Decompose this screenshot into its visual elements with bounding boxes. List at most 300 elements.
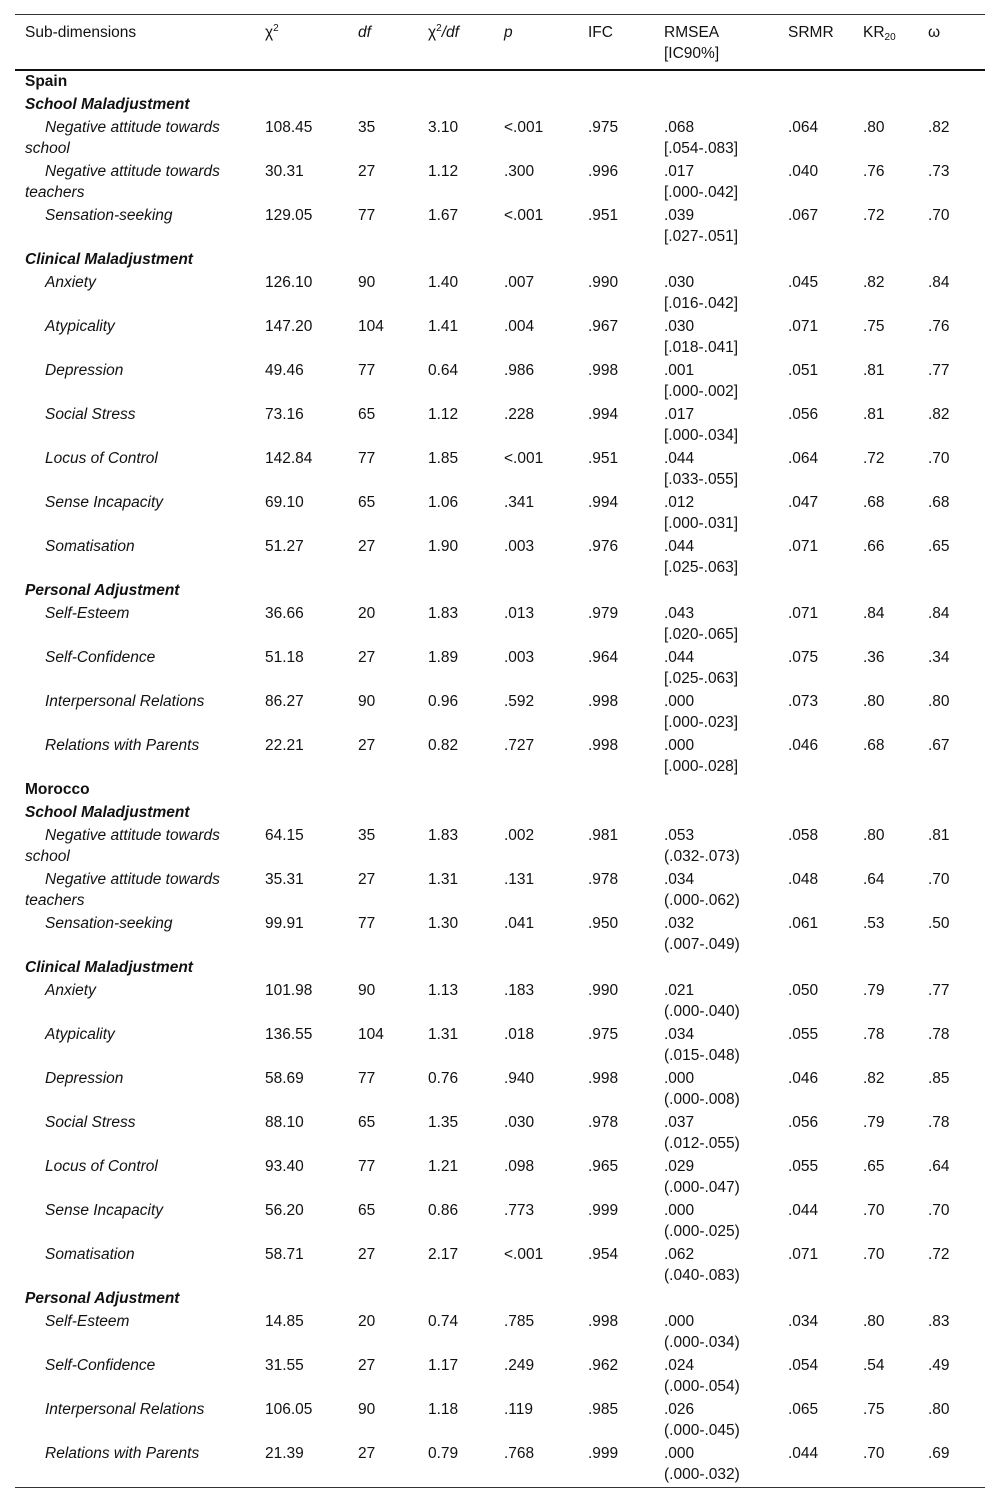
table-row	[15, 1200, 985, 1244]
ifc-cell: .951	[588, 449, 619, 467]
kr20-cell: .70	[863, 1201, 885, 1219]
kr20-cell: .68	[863, 493, 885, 511]
df-cell: 90	[358, 692, 376, 710]
rmsea-ci: [.000-.002]	[664, 382, 739, 400]
table-row	[15, 869, 985, 913]
rmsea-ci: (.000-.045)	[664, 1421, 740, 1439]
ifc-cell: .998	[588, 1069, 619, 1087]
rmsea-cell	[664, 448, 788, 492]
ratio-cell: 1.83	[428, 604, 459, 622]
table-row	[15, 913, 985, 957]
rmsea-cell	[664, 735, 788, 779]
ifc-cell: .996	[588, 162, 619, 180]
header-chi2-sup: 2	[273, 23, 279, 34]
kr20-cell: .36	[863, 648, 885, 666]
p-cell: <.001	[504, 118, 544, 136]
p-cell: .018	[504, 1025, 535, 1043]
rmsea-value: .029	[664, 1157, 695, 1175]
rmsea-cell	[664, 603, 788, 647]
table-row	[15, 316, 985, 360]
df-cell: 77	[358, 206, 376, 224]
p-cell: .228	[504, 405, 535, 423]
chi2-cell: 58.71	[265, 1245, 304, 1263]
rmsea-ci: (.007-.049)	[664, 935, 740, 953]
rmsea-ci: [.033-.055]	[664, 470, 739, 488]
rmsea-ci: (.040-.083)	[664, 1266, 740, 1284]
sub-dimension-name: Interpersonal Relations	[45, 1400, 205, 1418]
p-cell: .131	[504, 870, 535, 888]
rmsea-ci: [.027-.051]	[664, 227, 739, 245]
sub-dimension-name: Social Stress	[45, 405, 136, 423]
p-cell: .768	[504, 1443, 588, 1488]
chi2-cell: 35.31	[265, 870, 304, 888]
rmsea-ci: (.032-.073)	[664, 847, 740, 865]
rmsea-cell	[664, 913, 788, 957]
kr20-cell: .64	[863, 870, 885, 888]
omega-cell: .68	[928, 493, 950, 511]
rmsea-cell	[664, 1200, 788, 1244]
df-cell: 27	[358, 1443, 428, 1488]
rmsea-cell	[664, 492, 788, 536]
ifc-cell: .999	[588, 1201, 619, 1219]
ifc-cell: .954	[588, 1245, 619, 1263]
df-cell: 27	[358, 648, 376, 666]
rmsea-ci: (.000-.025)	[664, 1222, 740, 1240]
rmsea-cell	[664, 1355, 788, 1399]
table-header	[15, 15, 985, 70]
table-row	[15, 1024, 985, 1068]
df-cell: 90	[358, 981, 376, 999]
df-cell: 20	[358, 604, 376, 622]
ratio-cell: 1.21	[428, 1157, 459, 1175]
group-row	[15, 802, 985, 825]
df-cell: 20	[358, 1312, 376, 1330]
sub-dimension-name: Relations with Parents	[15, 1443, 265, 1488]
header-omega: ω	[928, 24, 941, 41]
rmsea-ci: [.054-.083]	[664, 139, 739, 157]
df-cell: 27	[358, 162, 376, 180]
rmsea-value: .037	[664, 1113, 695, 1131]
kr20-cell: .75	[863, 1400, 885, 1418]
header-df	[358, 15, 428, 70]
rmsea-cell	[664, 1399, 788, 1443]
table-row	[15, 1244, 985, 1288]
rmsea-ci: (.015-.048)	[664, 1046, 740, 1064]
chi2-cell: 21.39	[265, 1443, 358, 1488]
rmsea-ci: [.016-.042]	[664, 294, 739, 312]
omega-cell: .64	[928, 1157, 950, 1175]
omega-cell: .49	[928, 1356, 950, 1374]
p-cell: .183	[504, 981, 535, 999]
srmr-cell: .067	[788, 206, 819, 224]
ratio-cell: 1.67	[428, 206, 459, 224]
table-row	[15, 492, 985, 536]
rmsea-ci: [.000-.034]	[664, 426, 739, 444]
ifc-cell: .979	[588, 604, 619, 622]
kr20-cell: .82	[863, 273, 885, 291]
srmr-cell: .056	[788, 1113, 819, 1131]
rmsea-ci: (.000-.054)	[664, 1377, 740, 1395]
p-cell: <.001	[504, 1245, 544, 1263]
sub-dimension-name: Sense Incapacity	[45, 493, 164, 511]
group-label: School Maladjustment	[25, 95, 190, 113]
header-kr-label: KR	[863, 24, 885, 41]
ratio-cell: 2.17	[428, 1245, 459, 1263]
omega-cell: .78	[928, 1025, 950, 1043]
ratio-cell: 1.06	[428, 493, 459, 511]
rmsea-value: .001	[664, 361, 695, 379]
rmsea-ci: [.025-.063]	[664, 558, 739, 576]
ifc-cell: .998	[588, 692, 619, 710]
sub-dimension-name: Interpersonal Relations	[45, 692, 205, 710]
sub-dimension-name: Depression	[45, 361, 124, 379]
srmr-cell: .040	[788, 162, 819, 180]
rmsea-cell	[664, 1112, 788, 1156]
sub-dimension-name: Self-Esteem	[45, 604, 130, 622]
kr20-cell: .65	[863, 1157, 885, 1175]
sub-dimension-name: Atypicality	[45, 317, 115, 335]
group-row	[15, 957, 985, 980]
table-row	[15, 272, 985, 316]
sub-dimension-name: Sensation-seeking	[45, 206, 173, 224]
omega-cell: .77	[928, 981, 950, 999]
table-row	[15, 603, 985, 647]
rmsea-ci: [.000-.023]	[664, 713, 739, 731]
chi2-cell: 73.16	[265, 405, 304, 423]
rmsea-ci: (.012-.055)	[664, 1134, 740, 1152]
ratio-cell: 1.83	[428, 826, 459, 844]
df-cell: 27	[358, 870, 376, 888]
chi2-cell: 56.20	[265, 1201, 304, 1219]
rmsea-value: .000	[664, 736, 695, 754]
p-cell: .119	[504, 1400, 534, 1418]
p-cell: .041	[504, 914, 535, 932]
omega-cell: .72	[928, 1245, 950, 1263]
group-label: School Maladjustment	[25, 803, 190, 821]
srmr-cell: .048	[788, 870, 819, 888]
kr20-cell: .54	[863, 1356, 885, 1374]
rmsea-value: .034	[664, 870, 695, 888]
rmsea-cell	[664, 205, 788, 249]
kr20-cell: .82	[863, 1069, 885, 1087]
srmr-cell: .073	[788, 692, 819, 710]
table-row	[15, 1443, 985, 1488]
ifc-cell: .978	[588, 870, 619, 888]
ratio-cell: 0.79	[428, 1443, 504, 1488]
chi2-cell: 36.66	[265, 604, 304, 622]
srmr-cell: .044	[788, 1201, 819, 1219]
header-chi2df-symbol: χ	[428, 24, 437, 41]
table-row	[15, 360, 985, 404]
omega-cell: .34	[928, 648, 950, 666]
p-cell: .300	[504, 162, 535, 180]
srmr-cell: .071	[788, 537, 819, 555]
omega-cell: .50	[928, 914, 950, 932]
omega-cell: .83	[928, 1312, 950, 1330]
omega-cell: .70	[928, 206, 950, 224]
p-cell: .004	[504, 317, 535, 335]
kr20-cell: .79	[863, 1113, 885, 1131]
srmr-cell: .064	[788, 449, 819, 467]
omega-cell: .78	[928, 1113, 950, 1131]
table-row	[15, 825, 985, 869]
sub-dimension-name: Relations with Parents	[45, 736, 200, 754]
rmsea-cell	[664, 1311, 788, 1355]
rmsea-cell	[664, 1024, 788, 1068]
sub-dimension-name: Somatisation	[45, 537, 135, 555]
header-p	[504, 15, 588, 70]
omega-cell: .70	[928, 870, 950, 888]
df-cell: 65	[358, 1113, 376, 1131]
rmsea-value: .026	[664, 1400, 695, 1418]
p-cell: .986	[504, 361, 535, 379]
rmsea-value: .030	[664, 317, 695, 335]
ratio-cell: 1.13	[428, 981, 459, 999]
omega-cell: .70	[928, 1201, 950, 1219]
omega-cell: .73	[928, 162, 950, 180]
table-row	[15, 117, 985, 161]
p-cell: .030	[504, 1113, 535, 1131]
kr20-cell: .81	[863, 405, 885, 423]
ratio-cell: 1.12	[428, 162, 459, 180]
ratio-cell: 1.30	[428, 914, 459, 932]
rmsea-value: .000	[664, 1201, 695, 1219]
table-row	[15, 647, 985, 691]
p-cell: .249	[504, 1356, 535, 1374]
omega-cell: .80	[928, 1400, 950, 1418]
ifc-cell: .994	[588, 493, 619, 511]
table-row	[15, 1355, 985, 1399]
ifc-cell: .975	[588, 1025, 619, 1043]
omega-cell: .85	[928, 1069, 950, 1087]
ratio-cell: 1.40	[428, 273, 459, 291]
omega-cell: .67	[928, 736, 950, 754]
rmsea-value: .024	[664, 1356, 695, 1374]
table-row	[15, 1399, 985, 1443]
df-cell: 90	[358, 273, 376, 291]
ratio-cell: 0.64	[428, 361, 459, 379]
group-label: Personal Adjustment	[25, 1289, 180, 1307]
kr20-cell: .80	[863, 118, 885, 136]
p-cell: .773	[504, 1201, 535, 1219]
table-row	[15, 691, 985, 735]
header-rmsea-label: RMSEA	[664, 24, 720, 41]
srmr-cell: .056	[788, 405, 819, 423]
srmr-cell: .071	[788, 317, 819, 335]
country-label: Morocco	[25, 780, 90, 798]
df-cell: 35	[358, 118, 376, 136]
rmsea-cell	[664, 647, 788, 691]
sub-dimension-name: Sensation-seeking	[45, 914, 173, 932]
df-cell: 104	[358, 317, 384, 335]
ratio-cell: 1.31	[428, 1025, 459, 1043]
rmsea-cell	[664, 1068, 788, 1112]
chi2-cell: 51.18	[265, 648, 304, 666]
rmsea-ci: [.000-.028]	[664, 757, 739, 775]
header-df-label: df	[358, 24, 371, 41]
chi2-cell: 51.27	[265, 537, 304, 555]
p-cell: <.001	[504, 206, 544, 224]
ifc-cell: .967	[588, 317, 619, 335]
rmsea-ci: [.000-.042]	[664, 183, 739, 201]
srmr-cell: .047	[788, 493, 819, 511]
rmsea-ci: [.025-.063]	[664, 669, 739, 687]
p-cell: .002	[504, 826, 535, 844]
rmsea-value: .044	[664, 648, 695, 666]
df-cell: 27	[358, 1245, 376, 1263]
chi2-cell: 93.40	[265, 1157, 304, 1175]
srmr-cell: .044	[788, 1443, 863, 1488]
rmsea-ci: [.020-.065]	[664, 625, 739, 643]
sub-dimension-name: Self-Confidence	[45, 648, 156, 666]
rmsea-value: .034	[664, 1025, 695, 1043]
group-label: Personal Adjustment	[25, 581, 180, 599]
omega-cell: .82	[928, 118, 950, 136]
group-label: Clinical Maladjustment	[25, 958, 193, 976]
srmr-cell: .071	[788, 1245, 819, 1263]
sub-dimension-name: Negative attitude towards teachers	[25, 870, 220, 909]
rmsea-value: .068	[664, 118, 695, 136]
srmr-cell: .046	[788, 736, 819, 754]
p-cell: .003	[504, 537, 535, 555]
chi2-cell: 136.55	[265, 1025, 313, 1043]
sub-dimension-name: Negative attitude towards school	[25, 826, 220, 865]
rmsea-value: .000	[664, 1069, 695, 1087]
group-row	[15, 249, 985, 272]
ratio-cell: 3.10	[428, 118, 459, 136]
chi2-cell: 108.45	[265, 118, 313, 136]
srmr-cell: .050	[788, 981, 819, 999]
country-row	[15, 779, 985, 802]
ifc-cell: .978	[588, 1113, 619, 1131]
omega-cell: .70	[928, 449, 950, 467]
df-cell: 77	[358, 914, 376, 932]
srmr-cell: .075	[788, 648, 819, 666]
header-kr20	[863, 15, 928, 70]
group-row	[15, 94, 985, 117]
df-cell: 90	[358, 1400, 376, 1418]
rmsea-value: .062	[664, 1245, 695, 1263]
chi2-cell: 147.20	[265, 317, 313, 335]
rmsea-cell	[664, 117, 788, 161]
chi2-cell: 106.05	[265, 1400, 313, 1418]
srmr-cell: .064	[788, 118, 819, 136]
header-ifc: IFC	[588, 24, 613, 41]
kr20-cell: .84	[863, 604, 885, 622]
kr20-cell: .70	[863, 1443, 928, 1488]
srmr-cell: .045	[788, 273, 819, 291]
ifc-cell: .951	[588, 206, 619, 224]
kr20-cell: .53	[863, 914, 885, 932]
kr20-cell: .81	[863, 361, 885, 379]
table-row	[15, 536, 985, 580]
ratio-cell: 1.12	[428, 405, 459, 423]
rmsea-ci: (.000-.032)	[664, 1465, 740, 1483]
country-row	[15, 70, 985, 94]
rmsea-value: .000	[664, 1312, 695, 1330]
srmr-cell: .046	[788, 1069, 819, 1087]
srmr-cell: .034	[788, 1312, 819, 1330]
chi2-cell: 30.31	[265, 162, 304, 180]
p-cell: <.001	[504, 449, 544, 467]
ratio-cell: 0.76	[428, 1069, 459, 1087]
sub-dimension-name: Locus of Control	[45, 449, 158, 467]
rmsea-value: .044	[664, 449, 695, 467]
header-p-label: p	[504, 24, 513, 41]
rmsea-ci: [.000-.031]	[664, 514, 739, 532]
group-label: Clinical Maladjustment	[25, 250, 193, 268]
rmsea-cell	[664, 316, 788, 360]
ifc-cell: .998	[588, 361, 619, 379]
ifc-cell: .965	[588, 1157, 619, 1175]
kr20-cell: .68	[863, 736, 885, 754]
header-chi2df-sup: 2	[436, 23, 442, 34]
results-table-container	[15, 14, 985, 1488]
fit-indices-table	[15, 14, 985, 1488]
ratio-cell: 1.85	[428, 449, 459, 467]
df-cell: 77	[358, 449, 376, 467]
rmsea-value: .032	[664, 914, 695, 932]
table-body	[15, 70, 985, 1488]
chi2-cell: 101.98	[265, 981, 313, 999]
omega-cell: .84	[928, 273, 950, 291]
rmsea-value: .000	[664, 692, 695, 710]
rmsea-value: .044	[664, 537, 695, 555]
p-cell: .727	[504, 736, 535, 754]
df-cell: 77	[358, 1157, 376, 1175]
omega-cell: .77	[928, 361, 950, 379]
kr20-cell: .66	[863, 537, 885, 555]
chi2-cell: 142.84	[265, 449, 313, 467]
ratio-cell: 1.41	[428, 317, 459, 335]
rmsea-cell	[664, 360, 788, 404]
header-row	[15, 15, 985, 70]
chi2-cell: 58.69	[265, 1069, 304, 1087]
df-cell: 77	[358, 361, 376, 379]
chi2-cell: 64.15	[265, 826, 304, 844]
header-chi2-symbol: χ	[265, 24, 274, 41]
sub-dimension-name: Somatisation	[45, 1245, 135, 1263]
header-rmsea-ci: [IC90%]	[664, 45, 720, 62]
omega-cell: .81	[928, 826, 950, 844]
ratio-cell: 1.31	[428, 870, 459, 888]
chi2-cell: 99.91	[265, 914, 304, 932]
rmsea-ci: (.000-.062)	[664, 891, 740, 909]
rmsea-value: .017	[664, 162, 695, 180]
ratio-cell: 0.86	[428, 1201, 459, 1219]
country-label: Spain	[25, 72, 68, 90]
ratio-cell: 1.35	[428, 1113, 459, 1131]
header-chi2df-tail: /df	[441, 24, 459, 41]
sub-dimension-name: Depression	[45, 1069, 124, 1087]
df-cell: 35	[358, 826, 376, 844]
chi2-cell: 126.10	[265, 273, 313, 291]
kr20-cell: .72	[863, 206, 885, 224]
ifc-cell: .990	[588, 981, 619, 999]
df-cell: 77	[358, 1069, 376, 1087]
rmsea-cell	[664, 536, 788, 580]
rmsea-ci: (.000-.008)	[664, 1090, 740, 1108]
sub-dimension-name: Anxiety	[45, 981, 96, 999]
rmsea-cell	[664, 272, 788, 316]
rmsea-value: .012	[664, 493, 695, 511]
rmsea-cell	[664, 161, 788, 205]
df-cell: 27	[358, 736, 376, 754]
omega-cell: .76	[928, 317, 950, 335]
srmr-cell: .071	[788, 604, 819, 622]
p-cell: .013	[504, 604, 535, 622]
ifc-cell: .962	[588, 1356, 619, 1374]
